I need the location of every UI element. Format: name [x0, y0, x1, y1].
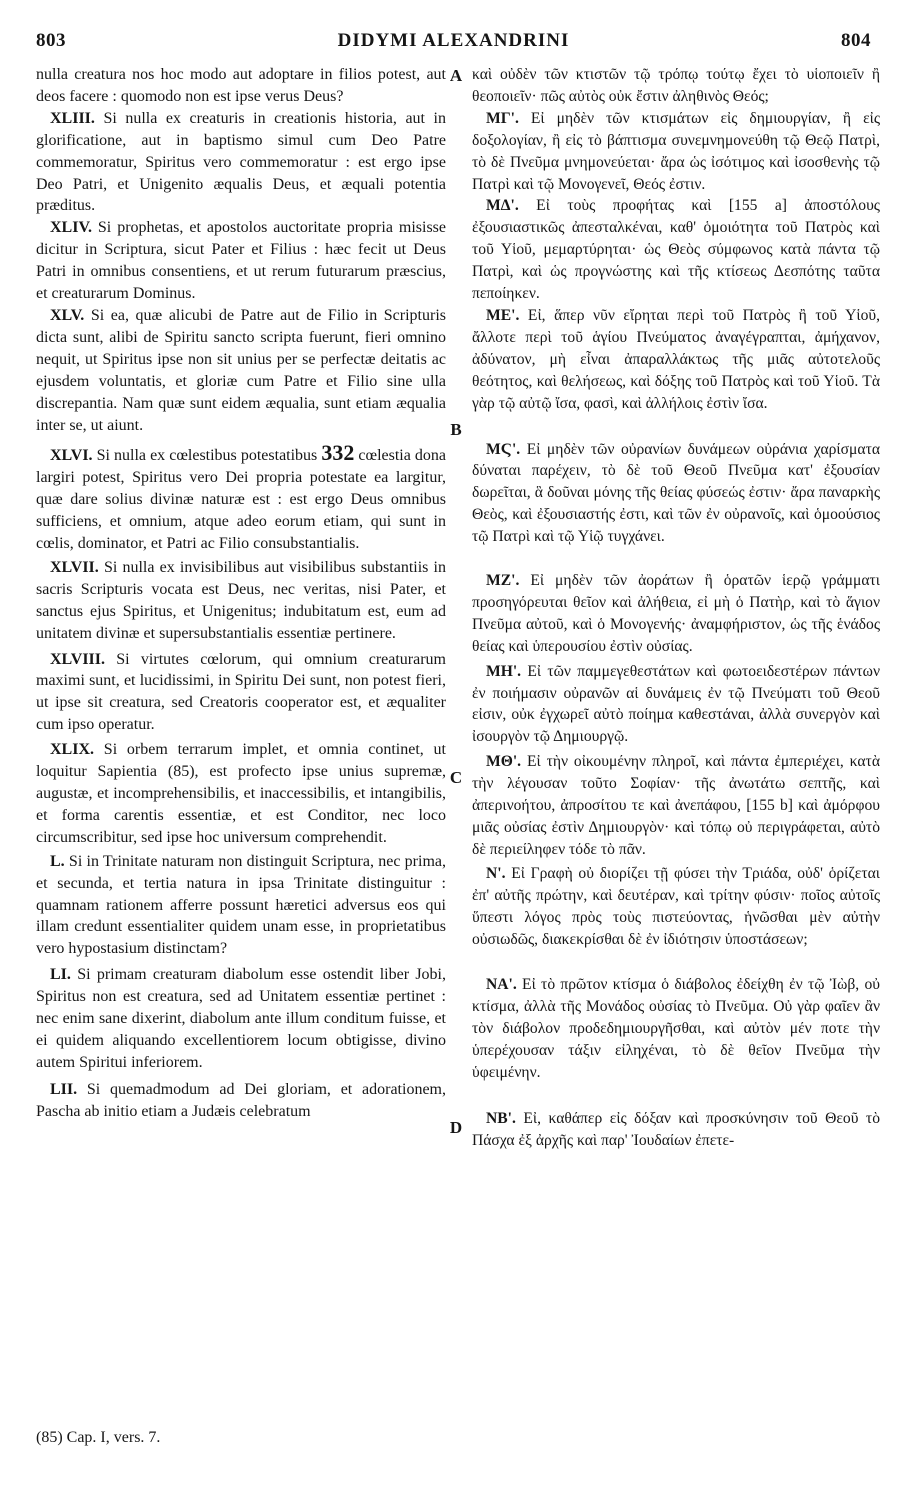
paragraph-text: Si nulla ex cœlestibus potestatibus — [92, 447, 322, 465]
section-number: ΜΖ'. — [486, 572, 520, 590]
paragraph-text: Εἰ τὸ πρῶτον κτίσμα ὁ διάβολος ἐδείχθη ἐν τῷ Ἰὼβ, οὐ κτίσμα, ἀλλὰ τῆς Μονάδος οὐσίας τὸ Πνεῦμα. Οὐ γὰρ φαῖεν ἂν τὸν διάβολον προδεδημιουργῆσθαι, καὶ αὐτὸν μέν ποτε τὴν ὑπερέχουσαν τάξιν εἰληχέναι, τὸ δὲ θεῖον Πνεῦμα τὴν ὑφειμένην. — [472, 976, 880, 1082]
section-number: LII. — [50, 1080, 78, 1098]
paragraph-text: Si in Trinitate naturam non distinguit Scriptura, nec prima, et secunda, et tertia natura in ipsa Trinitate distinguitur : quamnam rationem afferre possunt hæretici adversus eos qui illam credunt essentialiter quidem unam esse, in proprietatibus vero hypostasium distinctam? — [36, 852, 446, 958]
latin-paragraph — [36, 1079, 446, 1123]
paragraph-text: Si nulla ex creaturis in creationis historia, aut in glorificatione, aut in baptismo simul cum Deo Patre commemoratur, Spiritus vero commemoratur : est ergo ipse Deo Patri, et Unigenito æqualis Deus, et æquali potentia præditus. — [36, 109, 446, 215]
section-number: XLVI. — [50, 447, 93, 465]
greek-paragraph — [472, 570, 880, 658]
greek-paragraph — [472, 108, 880, 196]
paragraph-text: Εἰ τῶν παμμεγεθεστάτων καὶ φωτοειδεστέρων πάντων ἐν ποιήμασιν οὐρανῶν αἱ δυνάμεις ἐν τῷ Πνεύματι τοῦ Θεοῦ εἰσιν, οὐκ ἐγχωρεῖ αὐτὸ ποίημα καθεστάναι, ἀλλὰ συνεργὸν καὶ ἰσουργὸν τῷ Δημιουργῷ. — [472, 662, 880, 746]
greek-column — [472, 64, 880, 1152]
greek-paragraph — [472, 1108, 880, 1152]
paragraph-text: Εἰ τοὺς προφήτας καὶ [155 a] ἀποστόλους ἐξουσιαστικῶς ἀπεσταλκέναι, καθ' ὁμοιότητα τοῦ Πατρὸς καὶ τοῦ Υἱοῦ, μεμαρτύρηται· ὡς Θεὸς σύμφωνος κατὰ πάντα τῷ Πατρὶ, καὶ ὡς προγνώστης καὶ τῆς κτίσεως Δεσπότης ταῦτα πεποίηκεν. — [472, 197, 880, 303]
section-number: XLV. — [50, 306, 85, 324]
paragraph-text: Si prophetas, et apostolos auctoritate propria misisse dicitur in Scriptura, sicut Pater et Filius : hæc fecit ut Deus Patri in omnibus consentiens, et ut rerum futurarum præscius, et creaturarum Dominus. — [36, 219, 446, 303]
paragraph-text: Εἰ, καθάπερ εἰς δόξαν καὶ προσκύνησιν τοῦ Θεοῦ τὸ Πάσχα ἐξ ἀρχῆς καὶ παρ' Ἰουδαίων ἐπετε- — [472, 1109, 880, 1149]
latin-paragraph — [36, 64, 446, 108]
section-number: ΝΑ'. — [486, 976, 517, 994]
page-number-right: 804 — [841, 30, 871, 51]
paragraph-text: Si orbem terrarum implet, et omnia continet, ut loquitur Sapientia (85), est profecto ipse unius supremæ, augustæ, et incomprehensibilis, et inaccessibilis, et intangibilis, et forma carentis essentiæ, et est Conditor, nec loco circumscribitur, sed ipse hoc universum comprehendit. — [36, 741, 446, 846]
section-number: XLVIII. — [50, 650, 105, 668]
page-header — [36, 30, 871, 60]
paragraph-text: Εἰ Γραφὴ οὐ διορίζει τῇ φύσει τὴν Τριάδα, οὐδ' ὁρίζεται ἐπ' αὐτῆς πρώτην, καὶ δευτέραν, καὶ τρίτην φύσιν· ποῖος αὐτοῖς ὕπεστι λόγος πρὸς τοὺς πιστεύοντας, ἡνῶσθαι μὲν αὐτὴν οὐσιωδῶς, διακεκρίσθαι δὲ ἐν ἰδιότησιν ὑποστάσεων; — [472, 864, 880, 948]
running-title: DIDYMI ALEXANDRINI — [337, 30, 570, 51]
greek-paragraph — [472, 974, 880, 1084]
paragraph-text: Εἰ, ἅπερ νῦν εἴρηται περὶ τοῦ Πατρὸς ἢ τοῦ Υἱοῦ, ἄλλοτε περὶ τοῦ ἁγίου Πνεύματος ἀναγέγραπται, ἀμήχανον, ἀδύνατον, μὴ εἶναι ἀπαραλλάκτως τῆς μιᾶς αὐτοτελοῦς θεότητος, καὶ θελήσεως, καὶ δόξης τοῦ Πατρὸς καὶ τοῦ Υἱοῦ. Τὰ γὰρ τῷ αὐτῷ ἴσα, φασὶ, καὶ ἀλλήλοις ἐστὶν ἴσα. — [472, 306, 880, 412]
paragraph-text: Εἰ μηδὲν τῶν ἀοράτων ἢ ὁρατῶν ἱερῷ γράμματι προσηγόρευται θεῖον καὶ ἀλήθεια, εἰ μὴ ὁ Πατὴρ, καὶ τὸ ἅγιον Πνεῦμα αὐτοῦ, καὶ ὁ Μονογενής· ἀναμφήριστον, ὡς τῆς ἑνάδος θείας καὶ ὑπερουσίου ἐστὶν οὐσίας. — [472, 572, 880, 655]
paragraph-text: Si ea, quæ alicubi de Patre aut de Filio in Scripturis dicta sunt, alibi de Spiritu sancto scripta fuerunt, fieri omnino nequit, ut Spiritus ipse non sit unius per se perfectæ deitatis ac ejusdem voluntatis, et gloriæ cum Patre et Filio sine ulla discrepantia. Nam quæ sunt eidem æqualia, sunt etiam æqualia inter se, ut aiunt. — [36, 306, 446, 434]
section-number: ΜϚ'. — [486, 440, 521, 458]
paragraph-text: Si virtutes cœlorum, qui omnium creaturarum maximi sunt, et lucidissimi, in Spiritu Dei sunt, non potest fieri, ut ipse sit creatura, sed Creatoris cooperator est, et æqualiter cum ipso operatur. — [36, 650, 446, 734]
page-number-left: 803 — [36, 30, 66, 51]
latin-paragraph — [36, 851, 446, 961]
latin-paragraph — [36, 442, 446, 555]
footnote: (85) Cap. I, vers. 7. — [36, 1429, 161, 1446]
section-marker-a: A — [449, 66, 463, 85]
paragraph-text: Εἰ τὴν οἰκουμένην πληροῖ, καὶ πάντα ἐμπεριέχει, κατὰ τὴν λέγουσαν τοῦτο Σοφίαν· τῆς ἀνωτάτω σεπτῆς, καὶ ἀπερινοήτου, ἀπροσίτου τε καὶ ἀνεπάφου, [155 b] καὶ ἀμόρφου μιᾶς οὐσίας ἐστὶν Δημιουργὸν· καὶ τόπῳ οὐ περιγράφεται, αὐτὸ δὲ περιείληφεν τόδε τὸ πᾶν. — [472, 753, 880, 858]
section-number: XLIII. — [50, 109, 95, 127]
margin-page-number: 332 — [321, 440, 355, 466]
section-number: Ν'. — [486, 864, 506, 882]
greek-paragraph — [472, 863, 880, 951]
greek-paragraph — [472, 751, 880, 861]
paragraph-text-continued: cœlestia dona largiri potest, Spiritus vero Dei propria potestate ea largitur, quæ dare solius divinæ naturæ est : est ergo Deus omnibus sufficiens, et omnium, atque adeo eorum etiam, qui sunt in cœlis, dominator, et Patri ac Filio consubstantialis. — [36, 447, 446, 553]
latin-paragraph — [36, 964, 446, 1074]
section-number: XLIX. — [50, 741, 95, 759]
paragraph-text: καὶ οὐδὲν τῶν κτιστῶν τῷ τρόπῳ τούτῳ ἔχει τὸ υἱοποιεῖν ἢ θεοποιεῖν· πῶς αὐτὸς οὐκ ἔστιν ἀληθινὸς Θεός; — [472, 66, 880, 105]
section-number: XLIV. — [50, 219, 92, 237]
section-number: ΜΓ'. — [486, 109, 519, 127]
paragraph-text: nulla creatura nos hoc modo aut adoptare in filios potest, aut deos facere : quomodo non est ipse verus Deus? — [36, 66, 446, 105]
section-number: LI. — [50, 966, 71, 984]
section-number: ΜΔ'. — [486, 197, 519, 215]
section-number: ΜΘ'. — [486, 753, 522, 771]
greek-paragraph — [472, 305, 880, 415]
section-number: ΜΕ'. — [486, 306, 520, 324]
greek-paragraph — [472, 439, 880, 549]
section-number: L. — [50, 852, 65, 870]
section-marker-c: C — [449, 768, 463, 787]
section-number: ΝΒ'. — [486, 1109, 516, 1127]
section-number: XLVII. — [50, 558, 99, 576]
latin-column — [36, 64, 446, 1123]
latin-paragraph — [36, 557, 446, 645]
greek-paragraph — [472, 661, 880, 749]
latin-paragraph — [36, 649, 446, 737]
latin-paragraph — [36, 739, 446, 849]
paragraph-text: Si quemadmodum ad Dei gloriam, et adorationem, Pascha ab initio etiam a Judæis celebratum — [36, 1080, 446, 1120]
greek-paragraph — [472, 64, 880, 108]
latin-paragraph — [36, 217, 446, 305]
paragraph-text: Si primam creaturam diabolum esse ostendit liber Jobi, Spiritus non est creatura, sed ad Unitatem essentiæ pertinet : nec enim sane dixerint, diabolum ante illum conditum fuisse, et ei quidem aliquando excellentiorem locum obtigisse, divino autem Spiritui inferiorem. — [36, 966, 446, 1071]
latin-paragraph — [36, 305, 446, 436]
paragraph-text: Εἰ μηδὲν τῶν οὐρανίων δυνάμεων οὐράνια χαρίσματα δύναται παρέχειν, τὸ δὲ τοῦ Θεοῦ Πνεῦμα κατ' ἐξουσίαν δωρεῖται, ἃ δοῦναι μόνης τῆς θείας φύσεώς ἐστιν· ἄρα παναρκὴς Θεὸς, καὶ ἐξουσιαστής ἐστι, καὶ τῶν ἐν οὐρανοῖς, καὶ ὁμοούσιος τῷ Πατρὶ καὶ τῷ Υἱῷ τυγχάνει. — [472, 440, 880, 546]
latin-paragraph — [36, 108, 446, 218]
paragraph-text: Si nulla ex invisibilibus aut visibilibus substantiis in sacris Scripturis vocata est Deus, nec veritas, nisi Pater, et sanctus ejus Spiritus, et Unigenitus; indubitatum est, eum ad unitatem divinæ et supersubstantialis essentiæ pertinere. — [36, 558, 446, 642]
greek-paragraph — [472, 195, 880, 305]
section-number: ΜΗ'. — [486, 662, 522, 680]
paragraph-text: Εἰ μηδὲν τῶν κτισμάτων εἰς δημιουργίαν, ἢ εἰς δοξολογίαν, ἢ εἰς τὸ βάπτισμα συνεμνημονεύθη τῷ Θεῷ Πατρὶ, τὸ δὲ Πνεῦμα μνημονεύεται· ἄρα ὡς ἰσότιμος καὶ ἰσοσθενὴς τῷ Πατρὶ καὶ τῷ Μονογενεῖ, Θεός ἐστιν. — [472, 109, 880, 193]
section-marker-b: B — [450, 420, 462, 439]
section-marker-d: D — [449, 1118, 463, 1137]
